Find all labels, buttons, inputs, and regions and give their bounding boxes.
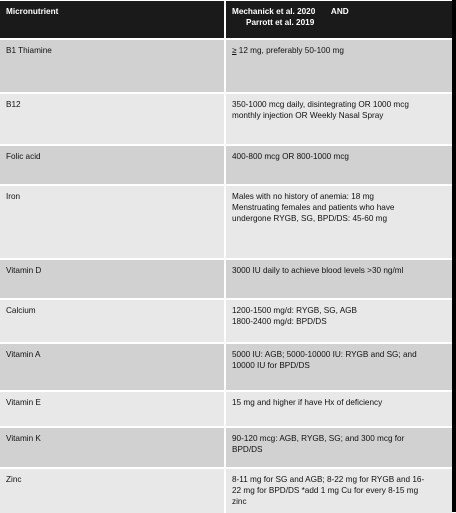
dose-cell: Males with no history of anemia: 18 mg Menstruating females and patients who have undergone RYGB, SG, BPD/DS: 45-60 mg — [232, 192, 395, 223]
table-row — [0, 469, 452, 513]
table-row — [0, 186, 452, 260]
dose-cell: 15 mg and higher if have Hx of deficiency — [232, 398, 383, 407]
dose-cell: 1200-1500 mg/d: RYGB, SG, AGB 1800-2400 mg/d: BPD/DS — [232, 306, 358, 326]
dose-text: 12 mg, preferably 50-100 mg — [236, 46, 344, 55]
dose-cell: 3000 IU daily to achieve blood levels >30 ng/ml — [232, 266, 404, 275]
nutrient-cell: Folic acid — [0, 146, 226, 184]
table-row — [0, 146, 452, 186]
header-references-line1: Mechanick et al. 2020 AND — [232, 7, 349, 16]
table-row — [0, 392, 452, 428]
nutrient-cell: Vitamin E — [0, 392, 226, 426]
dose-cell: 8-11 mg for SG and AGB; 8-22 mg for RYGB and 16- 22 mg for BPD/DS *add 1 mg Cu for every 8-15 mg zinc — [232, 475, 425, 506]
dose-cell: 400-800 mcg OR 800-1000 mcg — [232, 152, 349, 161]
dose-cell: 5000 IU: AGB; 5000-10000 IU: RYGB and SG; and 10000 IU for BPD/DS — [232, 350, 417, 370]
nutrient-cell: Calcium — [0, 300, 226, 342]
table-row — [0, 94, 452, 146]
nutrient-cell: Zinc — [0, 469, 226, 513]
dose-cell: 90-120 mcg: AGB, RYGB, SG; and 300 mcg for BPD/DS — [232, 434, 405, 454]
nutrient-cell: Iron — [0, 186, 226, 258]
table-row — [0, 344, 452, 392]
nutrient-cell: B1 Thiamine — [0, 40, 226, 92]
nutrient-cell: Vitamin D — [0, 260, 226, 298]
dose-cell: 350-1000 mcg daily, disintegrating OR 1000 mcg monthly injection OR Weekly Nasal Spray — [232, 100, 409, 120]
table-row — [0, 428, 452, 469]
dose-cell — [226, 40, 452, 92]
table-row — [0, 40, 452, 94]
table-right-border — [452, 0, 456, 512]
nutrient-cell: B12 — [0, 94, 226, 144]
header-micronutrient: Micronutrient — [0, 1, 226, 38]
nutrient-cell: Vitamin K — [0, 428, 226, 467]
table-row — [0, 300, 452, 344]
nutrient-cell: Vitamin A — [0, 344, 226, 390]
table-row — [0, 260, 452, 300]
header-references-line2: Parrott et al. 2019 — [246, 18, 315, 27]
dose-prefix: ≥ — [232, 46, 237, 55]
header-references — [226, 1, 452, 38]
table-header-row — [0, 1, 452, 40]
